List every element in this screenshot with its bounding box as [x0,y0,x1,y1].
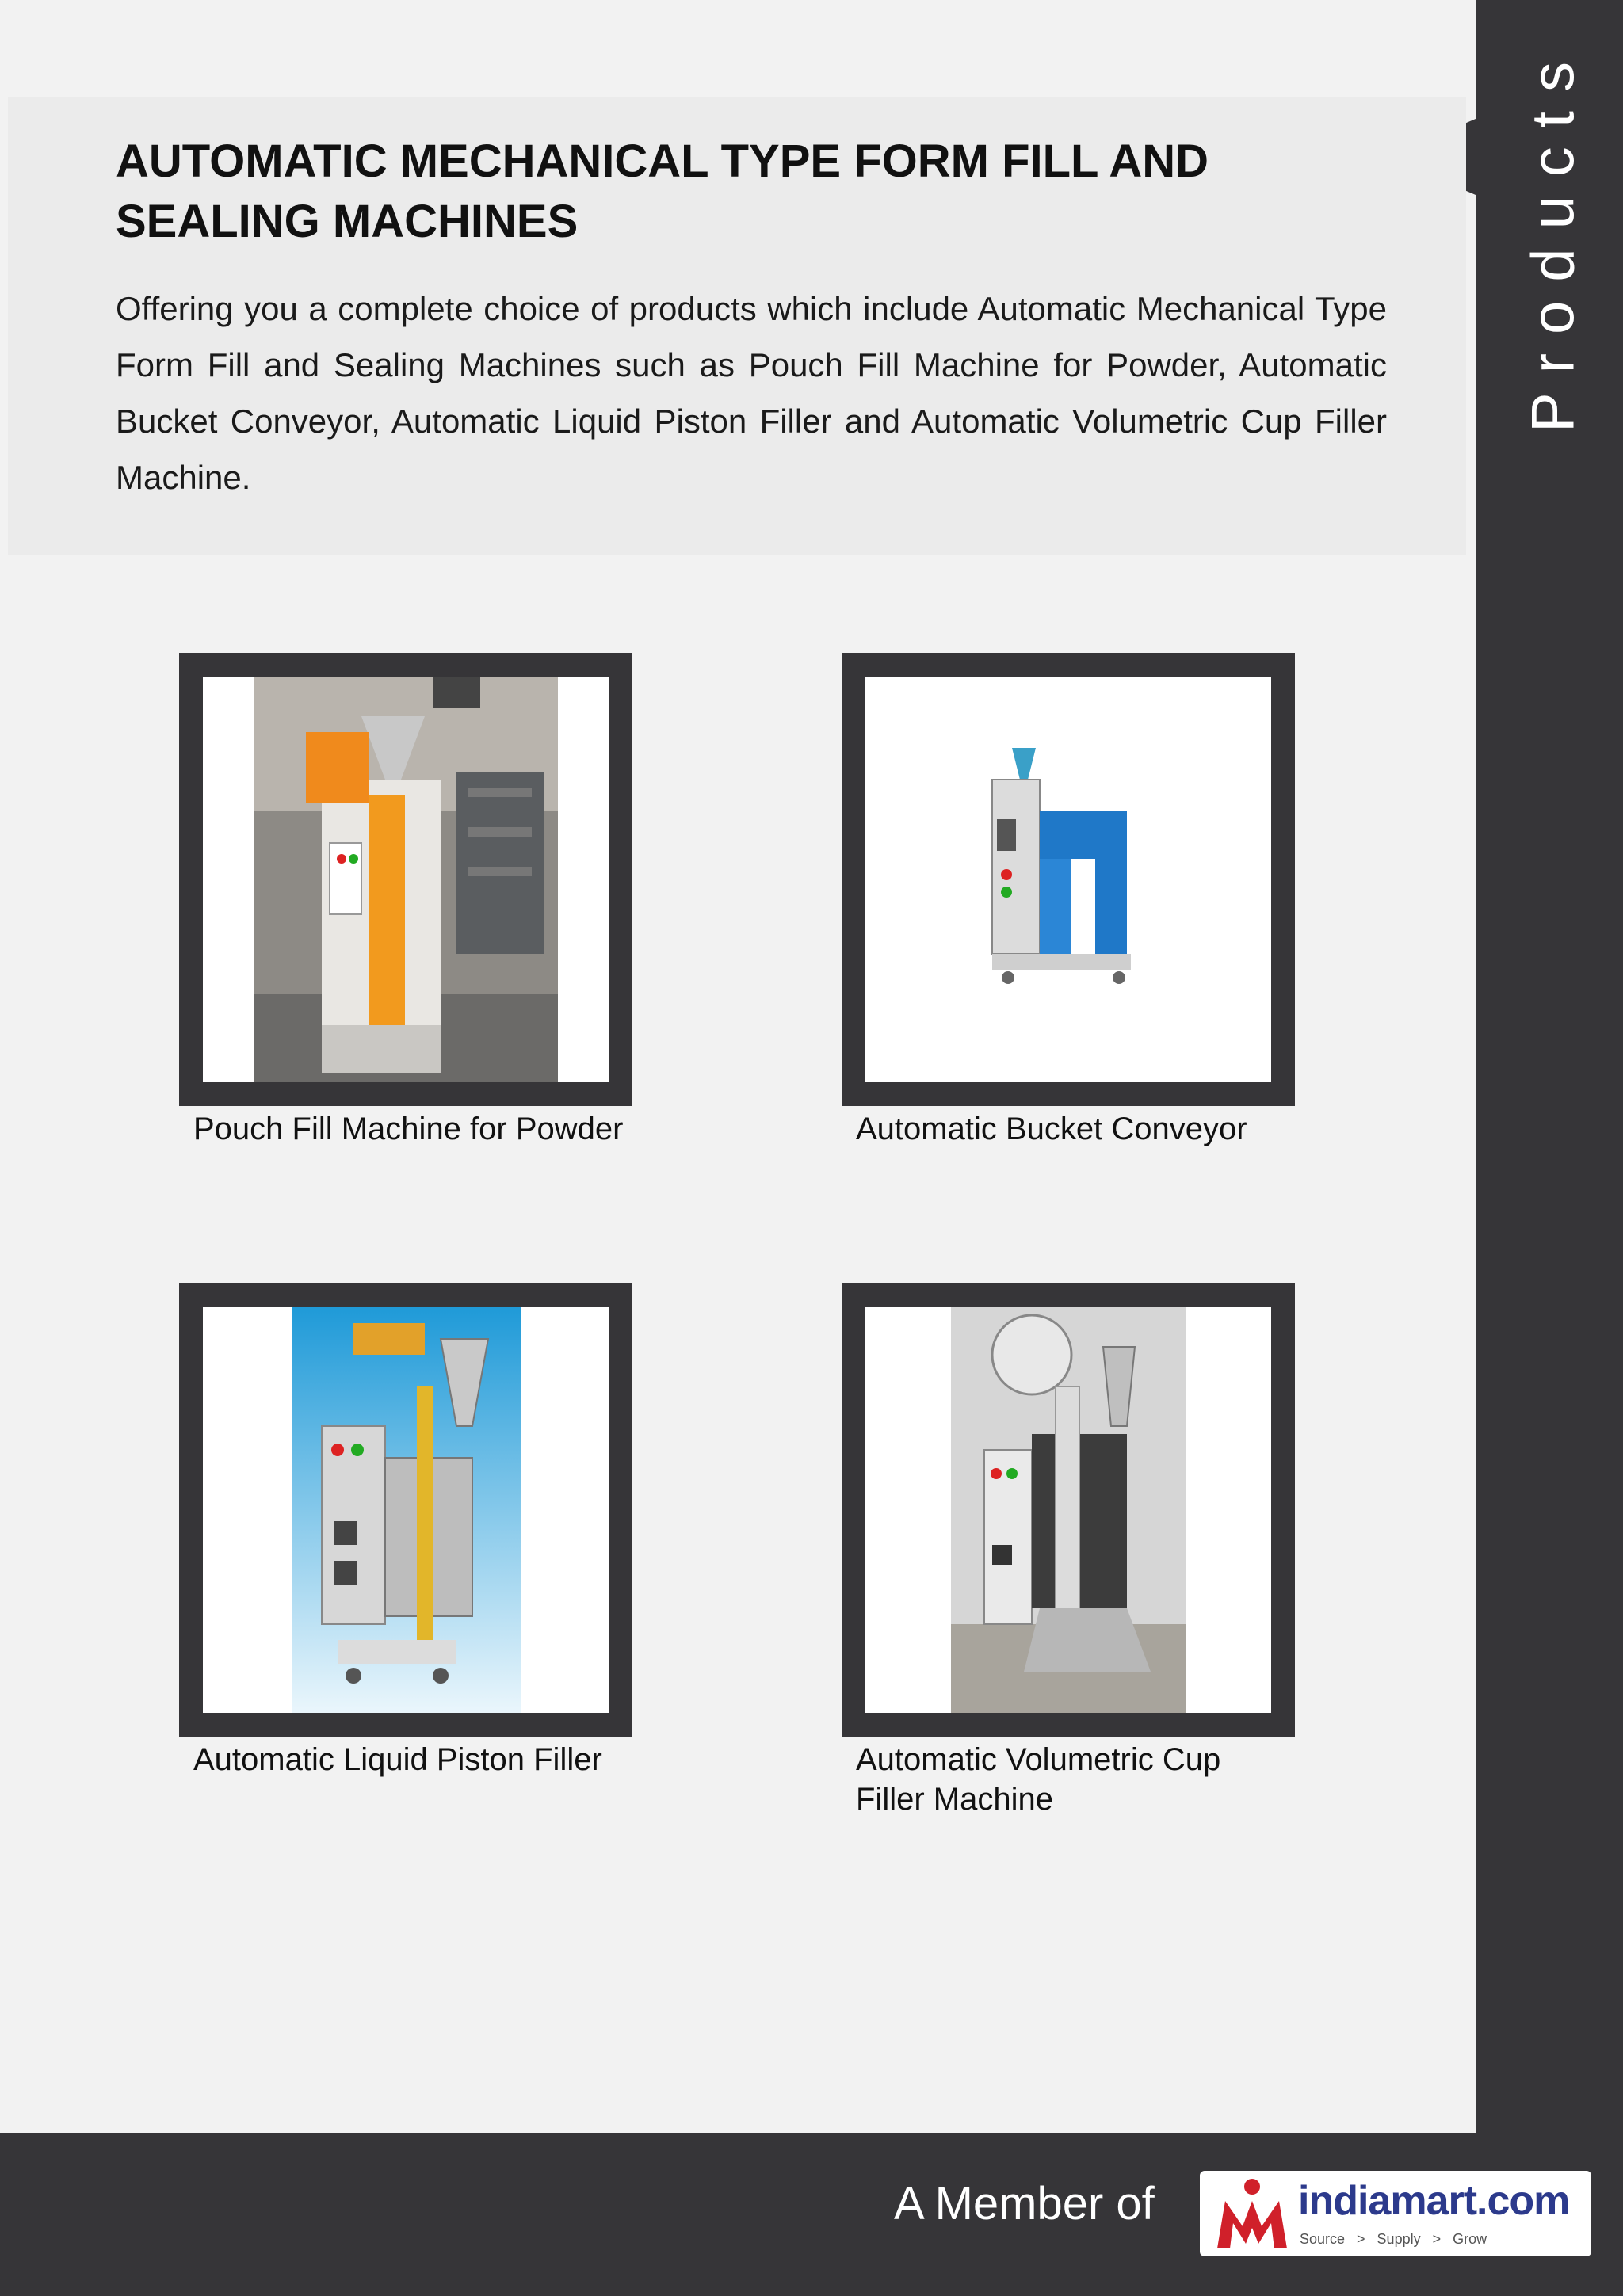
product-caption: Automatic Liquid Piston Filler [193,1742,602,1777]
product-caption: Automatic Bucket Conveyor [856,1112,1247,1146]
volumetric-cup-filler-photo [865,1307,1271,1713]
sidebar-label: Products [1519,43,1587,433]
product-card[interactable] [179,1283,632,1737]
pouch-fill-machine-photo [203,677,609,1082]
liquid-piston-filler-photo [203,1307,609,1713]
product-image [865,1307,1271,1713]
intro-paragraph: Offering you a complete choice of products which include Automatic Mechanical Type Form Fill and Sealing Machines such as Pouch Fill Machine for Powder, Automatic Bucket Conveyor, Automatic Liquid Piston Filler and Automatic Volumetric Cup Filler Machine. [116,290,1387,496]
product-image [203,1307,609,1713]
product-image [865,677,1271,1082]
product-image [203,677,609,1082]
logo-name: indiamart.com [1298,2178,1570,2224]
product-card[interactable] [842,653,1295,1106]
product-caption: Pouch Fill Machine for Powder [193,1112,624,1146]
product-card[interactable] [842,1283,1295,1737]
indiamart-logo[interactable] [1200,2171,1591,2256]
page-title: AUTOMATIC MECHANICAL TYPE FORM FILL AND SEALING MACHINES [116,135,1209,247]
product-card[interactable] [179,653,632,1106]
product-caption: Automatic Volumetric Cup Filler Machine [856,1742,1221,1817]
bucket-conveyor-photo [865,677,1271,1082]
member-text: A Member of [894,2178,1155,2229]
indiamart-m-icon [1211,2177,1293,2252]
logo-tagline: Source > Supply > Grow [1300,2231,1487,2247]
